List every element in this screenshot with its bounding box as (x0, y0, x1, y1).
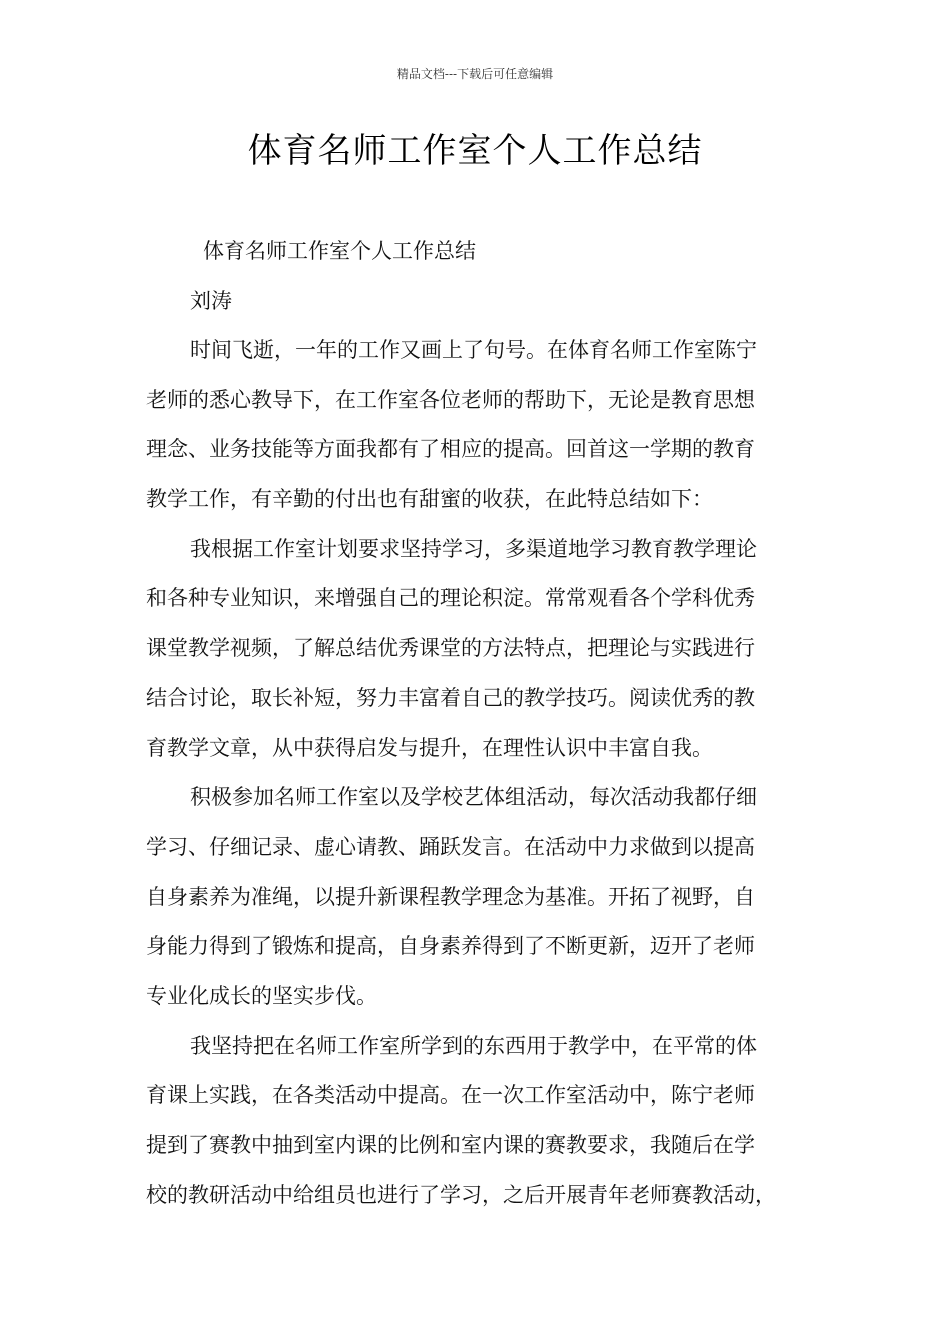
text-line: 学习、仔细记录、虚心请教、踊跃发言。在活动中力求做到以提高 (146, 834, 755, 859)
text-line: 育课上实践，在各类活动中提高。在一次工作室活动中，陈宁老师 (146, 1083, 755, 1108)
text-line: 我坚持把在名师工作室所学到的东西用于教学中，在平常的体 (190, 1033, 757, 1058)
text-line: 专业化成长的坚实步伐。 (146, 983, 377, 1008)
text-line: 老师的悉心教导下，在工作室各位老师的帮助下，无论是教育思想 (146, 387, 755, 412)
text-line: 理念、业务技能等方面我都有了相应的提高。回首这一学期的教育 (146, 437, 755, 462)
document-title: 体育名师工作室个人工作总结 (247, 131, 703, 171)
text-line: 我根据工作室计划要求坚持学习，多渠道地学习教育教学理论 (190, 536, 757, 561)
header-note: 精品文档---下载后可任意编辑 (396, 67, 554, 81)
paragraph (146, 534, 806, 782)
text-line: 结合讨论，取长补短，努力丰富着自己的教学技巧。阅读优秀的教 (146, 685, 755, 710)
text-line: 时间飞逝，一年的工作又画上了句号。在体育名师工作室陈宁 (190, 338, 757, 362)
text-line: 校的教研活动中给组员也进行了学习，之后开展青年老师赛教活动， (146, 1182, 776, 1207)
text-line: 提到了赛教中抽到室内课的比例和室内课的赛教要求，我随后在学 (146, 1133, 755, 1157)
document-body (146, 335, 806, 1229)
author-name: 刘涛 (190, 289, 232, 313)
text-line: 和各种专业知识，来增强自己的理论积淀。常常观看各个学科优秀 (146, 586, 755, 611)
text-line: 积极参加名师工作室以及学校艺体组活动，每次活动我都仔细 (190, 785, 757, 810)
paragraph (146, 1031, 806, 1230)
text-line: 身能力得到了锻炼和提高，自身素养得到了不断更新，迈开了老师 (146, 934, 755, 959)
paragraph (146, 335, 806, 534)
paragraph (146, 782, 806, 1030)
document-subtitle: 体育名师工作室个人工作总结 (203, 239, 476, 263)
text-line: 自身素养为准绳，以提升新课程教学理念为基准。开拓了视野，自 (146, 884, 755, 909)
text-line: 教学工作，有辛勤的付出也有甜蜜的收获，在此特总结如下： (146, 487, 713, 512)
text-line: 育教学文章，从中获得启发与提升，在理性认识中丰富自我。 (146, 735, 713, 760)
text-line: 课堂教学视频，了解总结优秀课堂的方法特点，把理论与实践进行 (146, 636, 755, 661)
